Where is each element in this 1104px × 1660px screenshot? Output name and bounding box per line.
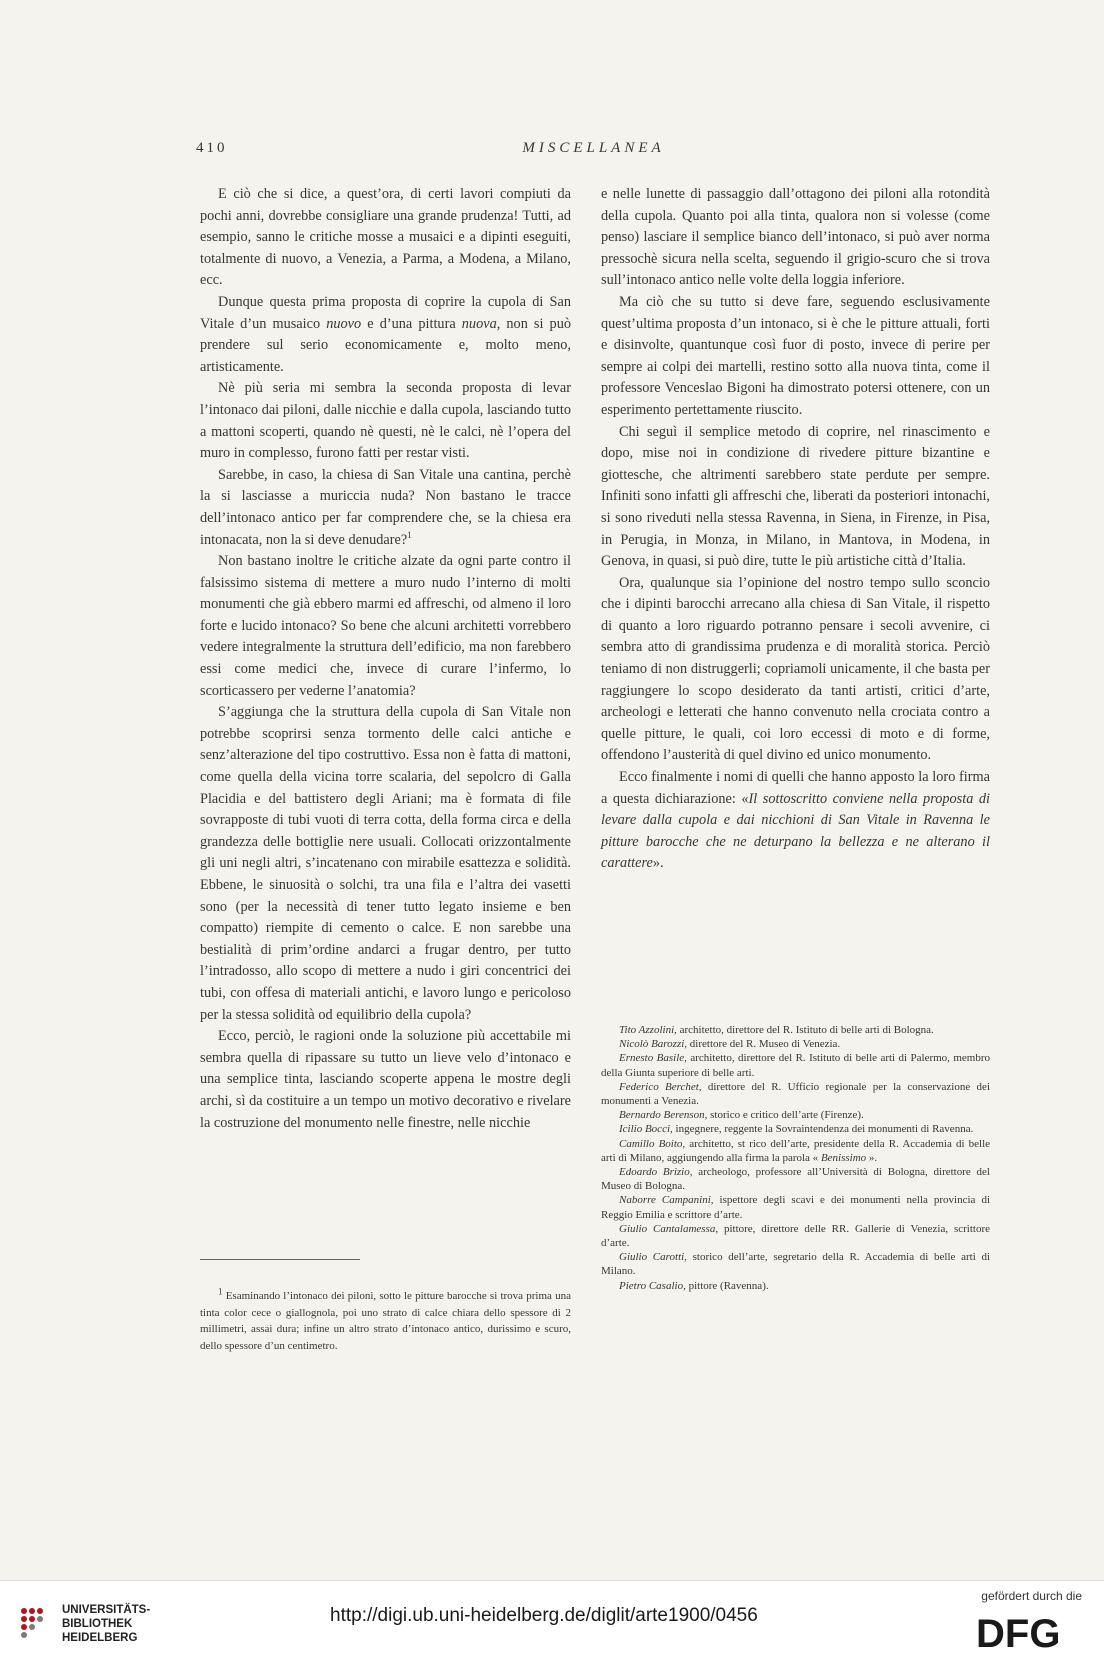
- italic-text: Il sottoscritto conviene nella proposta di levare dalla cupola e dai nicchioni di San Vitale in Ravenna le pitture barocche che ne deturpano la bellezza e ne alterano il carattere: [601, 790, 990, 872]
- footnote-text: Esaminando l’intonaco dei piloni, sotto le pitture barocche si trova prima una tinta color cece o giallognola, poi uno strato di calce chiara dello spessore di 2 millimetri, assai dura; infine un altro strato d’intonaco antico, durissimo e scuro, dello spessore d’un centimetro.: [200, 1290, 571, 1352]
- signatory-entry: [601, 1279, 990, 1293]
- signatory-entry: [601, 1051, 990, 1079]
- italic-text: Federico Berchet,: [619, 1080, 702, 1093]
- italic-text: Giulio Cantalamessa,: [619, 1222, 719, 1235]
- italic-text: Ernesto Basile,: [619, 1052, 687, 1065]
- dfg-logo-text: DFG: [976, 1612, 1061, 1651]
- paragraph: [200, 378, 571, 464]
- signatories-list: [601, 1023, 990, 1293]
- text-run: pittore (Ravenna).: [685, 1279, 769, 1292]
- italic-text: Tito Azzolini,: [619, 1024, 677, 1036]
- text-run: architetto, st rico dell’arte, presidente della R. Accademia di belle arti di Milano, aggiungendo alla firma la parola «: [601, 1137, 991, 1164]
- text-run: architetto, direttore del R. Istituto di belle arti di Palermo, membro della Giunta superiore di belle arti.: [601, 1052, 990, 1079]
- footnote: [200, 1288, 571, 1354]
- text-run: pittore, direttore delle RR. Gallerie di Venezia, scrittore d’arte.: [601, 1222, 990, 1250]
- italic-text: Camillo Boito,: [619, 1137, 686, 1150]
- text-run: e d’una pittura: [361, 315, 462, 332]
- text-run: S’aggiunga che la struttura della cupola di San Vitale non potrebbe scoprirsi senza tormento delle calci antiche e senz’alterazione del tipo costruttivo. Essa non è fatta di mattoni, come quella della vicina torre scalaria, del sepolcro di Galla Placidia e del battistero degli Ariani; ma è formata di file sovrapposte di tubi vuoti di terra cotta, della forma circa e della grandezza delle bottiglie nere usuali. Collocati orizzontalmente gli uni negli altri, s’incatenano con mirabile esattezza e solidità. Ebbene, le sinuosità o solchi, tra una fila e l’altra dei vasetti sono (per la necessità di tener tutto legato insieme e ben compatto) riempite di cemento o calce. E non sarebbe una bestialità di prim’ordine andarci a frugar dentro, per tutto l’intradosso, allo scopo di mettere a nudo i giri concentrici dei tubi, con offesa di materiali antichi, e lavoro lungo e pericoloso per la stessa solidità od equilibrio della cupola?: [200, 704, 571, 1023]
- paragraph: [200, 702, 571, 1026]
- signatory-entry: [601, 1250, 990, 1278]
- signatory-entry: [601, 1137, 990, 1165]
- paragraph: [200, 292, 571, 378]
- funded-by-label: gefördert durch die: [981, 1589, 1082, 1603]
- text-run: storico e critico dell’arte (Firenze).: [707, 1109, 864, 1122]
- text-run: ingegnere, reggente la Sovraintendenza dei monumenti di Ravenna.: [672, 1123, 974, 1136]
- text-run: Dunque questa prima proposta di coprire la cupola di San Vitale d’un musaico: [200, 293, 571, 332]
- running-head: [196, 140, 991, 164]
- text-run: e nelle lunette di passaggio dall’ottagono dei piloni alla rotondità della cupola. Quanto poi alla tinta, qualora non si volesse (come penso) lasciare il semplice bianco dell’intonaco, si può aver norma pressochè sicura nella scelta, seguendo il grigio-scuro che si trova sull’intonaco antico nelle volte della loggia inferiore.: [601, 186, 990, 289]
- text-run: Sarebbe, in caso, la chiesa di San Vitale una cantina, perchè la si lasciasse a muriccia nuda? Non bastano le tracce dell’intonaco antico per far comprendere che, se la chiesa era intonacata, non la si deve denudare?: [200, 466, 571, 548]
- text-run: Ora, qualunque sia l’opinione del nostro tempo sullo sconcio che i dipinti barocchi arrecano alla chiesa di San Vitale, il rispetto di quanto a loro riguardo potranno pensare i secoli avvenire, ci sembra atto di grandissima prudenza e di moralità storica. Perciò teniamo di non distruggerli; copriamoli unicamente, il che basta per raggiungere lo scopo desiderato da tanti artisti, critici d’arte, archeologi e letterati che hanno convenuto nella crociata contro a quelle pitture, le quali, coi loro eccessi di moto e di forme, offendono l’austerità di quel divino ed unico monumento.: [601, 574, 990, 764]
- italic-text: Bernardo Berenson,: [619, 1109, 708, 1122]
- dfg-logo-icon: [974, 1611, 1084, 1651]
- signatory-entry: [601, 1080, 990, 1108]
- left-column: [200, 184, 571, 1134]
- paragraph: [200, 465, 571, 551]
- signatory-entry: [601, 1023, 990, 1037]
- text-run: ispettore degli scavi e dei monumenti nella provincia di Reggio Emilia e scrittore d’arte.: [601, 1194, 991, 1221]
- paragraph: [601, 573, 990, 767]
- italic-text: nuova,: [461, 315, 501, 332]
- paragraph: [200, 551, 571, 702]
- page-number: 410: [196, 140, 228, 156]
- italic-text: Nicolò Barozzi,: [619, 1038, 688, 1051]
- signatory-entry: [601, 1122, 990, 1136]
- text-run: Ecco finalmente i nomi di quelli che hanno apposto la loro firma a questa dichiarazione: «: [601, 769, 990, 807]
- text-run: E ciò che si dice, a quest’ora, di certi lavori compiuti da pochi anni, dovrebbe consigliare una grande prudenza! Tutti, ad esempio, sanno le critiche mosse a musaici e a dipinti eseguiti, totalmente di nuovo, a Venezia, a Parma, a Modena, a Milano, ecc.: [200, 186, 571, 289]
- italic-text: Naborre Campanini,: [619, 1194, 714, 1207]
- signatory-entry: [601, 1037, 990, 1051]
- text-run: direttore del R. Museo di Venezia.: [687, 1038, 841, 1051]
- signatory-entry: [601, 1108, 990, 1122]
- footnote-reference: 1: [407, 529, 412, 540]
- library-name: UNIVERSITÄTS- BIBLIOTHEK HEIDELBERG: [62, 1604, 151, 1644]
- text-run: Nè più seria mi sembra la seconda proposta di levar l’intonaco dai piloni, dalle nicchie e dalla cupola, lasciando tutto a mattoni scoperti, quando nè questi, nè le calci, nè l’opera del muro in complesso, furono fatti per restar visti.: [200, 380, 571, 462]
- paragraph: [200, 1026, 571, 1134]
- text-run: ».: [866, 1151, 878, 1164]
- paragraph: [601, 767, 990, 875]
- text-run: archeologo, professore all’Università di Bologna, direttore del Museo di Bologna.: [601, 1166, 990, 1193]
- running-title: MISCELLANEA: [522, 140, 665, 156]
- italic-text: Pietro Casalio,: [619, 1279, 686, 1292]
- permalink-url[interactable]: http://digi.ub.uni-heidelberg.de/diglit/arte1900/0456: [330, 1605, 758, 1626]
- text-run: Chi seguì il semplice metodo di coprire, nel rinascimento e dopo, mise noi in condizione di rivedere pitture bizantine e giottesche, che altrimenti sarebbero state perdute per sempre. Infiniti sono infatti gli affreschi che, liberati da posteriori intonachi, si sono riveduti nella stessa Ravenna, in Siena, in Firenze, in Pisa, in Perugia, in Monza, in Milano, in Mantova, in Modena, in Genova, in quasi, si può dire, tutte le più artistiche città d’Italia.: [601, 423, 990, 570]
- viewer-footer: [0, 1580, 1104, 1660]
- italic-text: Benissimo: [820, 1151, 867, 1164]
- italic-text: Icilio Bocci,: [619, 1123, 673, 1136]
- footnote-marker: 1: [218, 1286, 223, 1297]
- text-run: storico dell’arte, segretario della R. Accademia di belle arti di Milano.: [601, 1251, 990, 1278]
- paragraph: [601, 292, 990, 422]
- text-run: Ecco, perciò, le ragioni onde la soluzione più accettabile mi sembra quella di ripassare su tutto un lieve velo d’intonaco e una semplice tinta, lasciando scoperte appena le mostre degli archi, sì da costituire a un tempo un motivo decorativo e rivelare la costruzione del monumento nelle finestre, nelle nicchie: [200, 1028, 571, 1131]
- text-run: non si può prendere sul serio economicamente e, molto meno, artisticamente.: [200, 315, 572, 375]
- text-run: direttore del R. Ufficio regionale per la conservazione dei monumenti a Venezia.: [601, 1080, 990, 1108]
- right-column: [601, 184, 990, 875]
- paragraph: [601, 422, 990, 573]
- text-run: Ma ciò che su tutto si deve fare, seguendo esclusivamente quest’ultima proposta d’un intonaco, si è che le pitture attuali, forti e disinvolte, quantunque così fuor di posto, invece di perire per sempre ai colpi dei martelli, restino sotto alla nuova tinta, come il professore Venceslao Bigoni ha dimostrato potersi ottenere, con un esperimento pertettamente riuscito.: [601, 293, 990, 418]
- paragraph: [200, 184, 571, 292]
- italic-text: Edoardo Brizio,: [619, 1166, 693, 1179]
- italic-text: nuovo: [326, 315, 362, 332]
- signatory-entry: [601, 1193, 990, 1221]
- university-library-logo-icon: [18, 1605, 54, 1641]
- text-run: Non bastano inoltre le critiche alzate da ogni parte contro il falsissimo sistema di mettere a muro nudo l’interno di molti monumenti che già ebbero marmi ed affreschi, od almeno il loro forte e lucido intonaco? So bene che alcuni architetti vorrebbero vedere integralmente la struttura dell’edificio, ma non farebbero essi come medici che, invece di curare l’infermo, lo scorticassero per vederne l’anatomia?: [200, 553, 571, 699]
- text-run: architetto, direttore del R. Istituto di belle arti di Bologna.: [676, 1024, 934, 1036]
- signatory-entry: [601, 1165, 990, 1193]
- paragraph: [601, 184, 990, 292]
- footnote-divider: [200, 1259, 360, 1260]
- signatory-entry: [601, 1222, 990, 1250]
- text-run: ».: [652, 855, 664, 872]
- italic-text: Giulio Carotti,: [619, 1251, 687, 1264]
